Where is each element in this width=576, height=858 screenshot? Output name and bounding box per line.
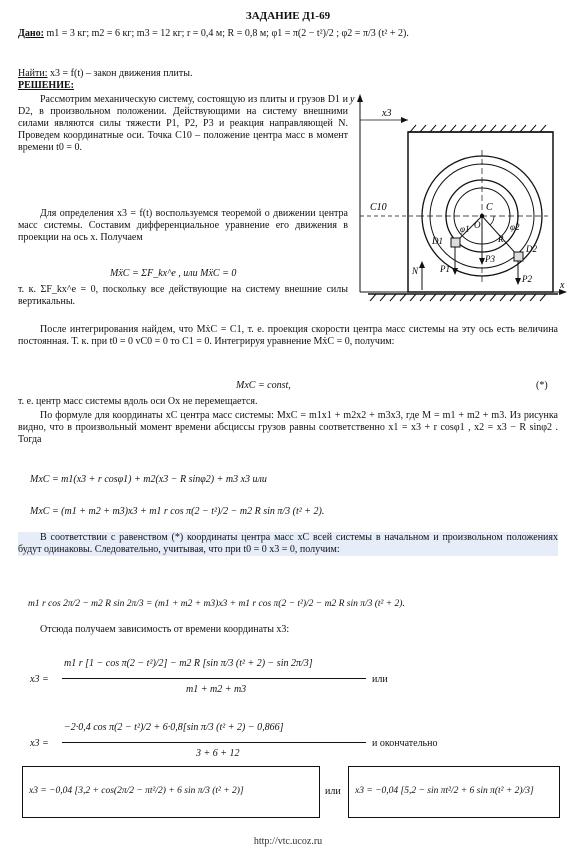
find-label: Найти: [18,68,48,79]
answer-connector: или [325,786,341,797]
equation-5: m1 r cos 2π/2 − m2 R sin 2π/3 = (m1 + m2 + m3)x3 + m1 r cos π(2 − t²)/2 − m2 R sin π/3 (t² + 2). [28,599,405,609]
answer-2: x3 = −0,04 [5,2 − sin πt²/2 + 6 sin π(t² + 2)/3] [355,786,534,796]
load-d1 [451,238,460,247]
equation-2: MxC = const, [236,380,291,391]
label-y: y [350,94,355,105]
frac2-bar [62,742,366,743]
frac1-denominator: m1 + m2 + m3 [186,684,247,695]
phi1-arc [490,216,494,225]
equation-3: MxC = m1(x3 + r cosφ1) + m2(x3 − R sinφ2) + m3 x3 или [30,474,267,485]
label-o: O [474,220,481,230]
load-d2 [514,252,523,261]
frac1-numerator: m1 r [1 − cos π(2 − t²)/2] − m2 R [sin π/3 (t² + 2) − sin 2π/3] [64,658,313,669]
equation-2-tag: (*) [536,380,548,391]
find-line [18,68,192,80]
paragraph-5: т. е. центр масс системы вдоль оси Ox не перемещается. [18,396,258,407]
label-c: C [486,202,493,213]
solution-label: РЕШЕНИЕ: [18,80,74,91]
top-hatch [410,125,546,132]
p1-arrow-icon [452,268,458,275]
label-phi1: φ1 [460,224,470,234]
frac1-lhs: x3 = [30,674,49,685]
x3-arrow-icon [401,117,408,123]
n-arrow-icon [419,261,425,268]
paragraph-4: После интегрирования найдем, что MẋC = C1, т. е. проекция скорости центра масс системы на эту ось есть величина постоянная. Т. к. при t0 = 0 vC0 = 0 то C1 = 0. Интегрируя уравнение MẋC = 0, получим: [18,324,558,347]
footer-site[interactable]: http://vtc.ucoz.ru [253,836,323,847]
paragraph-7: В соответствии с равенством (*) координаты центра масс xC всей системы в начальном и произвольном положениях будут одинаковы. Следовательно, учитывая, что при t0 = 0 x3 = 0, получим: [18,532,558,555]
label-p3: P3 [485,254,495,264]
paragraph-2: Для определения x3 = f(t) воспользуемся теоремой о движении центра масс системы. Составим дифференциальное уравнение его движения в проекции на ось x. Получаем [18,208,348,243]
answer-box-2 [348,766,560,818]
paragraph-3: т. к. ΣF_kx^e = 0, поскольку все действующие на систему внешние силы вертикальны. [18,284,348,307]
label-p2: P2 [522,274,532,284]
label-d1: D1 [432,236,443,246]
frac2-lhs: x3 = [30,738,49,749]
find-text: x3 = f(t) – закон движения плиты. [50,68,193,79]
frac1-tail: или [372,674,388,685]
label-r: R [498,234,504,244]
paragraph-8: Отсюда получаем зависимость от времени координаты x3: [40,624,290,635]
label-x3: x3 [382,108,392,119]
paragraph-6: По формуле для координаты xC центра масс системы: MxC = m1x1 + m2x2 + m3x3, где M = m1 + m2 + m3. Из рисунка видно, что в произвольный момент времени абсциссы грузов равны соответственно x1 = x3 + r cosφ1 , x2 = x3 − R sinφ2 . Тогда [18,410,558,445]
frac2-denominator: 3 + 6 + 12 [196,748,240,759]
equation-4: MxC = (m1 + m2 + m3)x3 + m1 r cos π(2 − t²)/2 − m2 R sin π/3 (t² + 2). [30,506,325,517]
answer-box-1 [22,766,320,818]
label-d2: D2 [526,244,537,254]
given-label: Дано: [18,28,44,39]
label-n: N [412,266,419,276]
given-text: m1 = 3 кг; m2 = 6 кг; m3 = 12 кг; r = 0,4 м; R = 0,8 м; φ1 = π(2 − t²)/2 ; φ2 = π/3 (t² + 2). [46,28,409,39]
p2-arrow-icon [515,278,521,285]
bottom-hatch [370,294,546,301]
paragraph-1: Рассмотрим механическую систему, состоящую из плиты и грузов D1 и D2, в произвольном положении. Действующими на систему внешними силами являются силы тяжести P1, P2, P3 и реакция направляющей N. Проведем координатные оси. Точка C10 – положение центра масс в момент времени t0 = 0. [18,94,348,153]
label-x: x [560,280,565,291]
answer-1: x3 = −0,04 [3,2 + cos(2π/2 − πt²/2) + 6 sin π/3 (t² + 2)] [29,786,244,796]
frac2-tail: и окончательно [372,738,438,749]
page-title: ЗАДАНИЕ Д1-69 [245,10,331,22]
mechanism-diagram [348,92,568,302]
y-axis-arrow-icon [357,94,363,102]
label-p1: P1 [440,264,450,274]
equation-1: MẍC = ΣF_kx^e , или MẍC = 0 [110,268,237,279]
label-c10: C10 [370,202,387,213]
given-line [18,28,409,40]
frac1-bar [62,678,366,679]
label-phi2: φ2 [510,222,520,232]
frac2-numerator: −2·0,4 cos π(2 − t²)/2 + 6·0,8[sin π/3 (t² + 2) − 0,866] [64,722,284,733]
